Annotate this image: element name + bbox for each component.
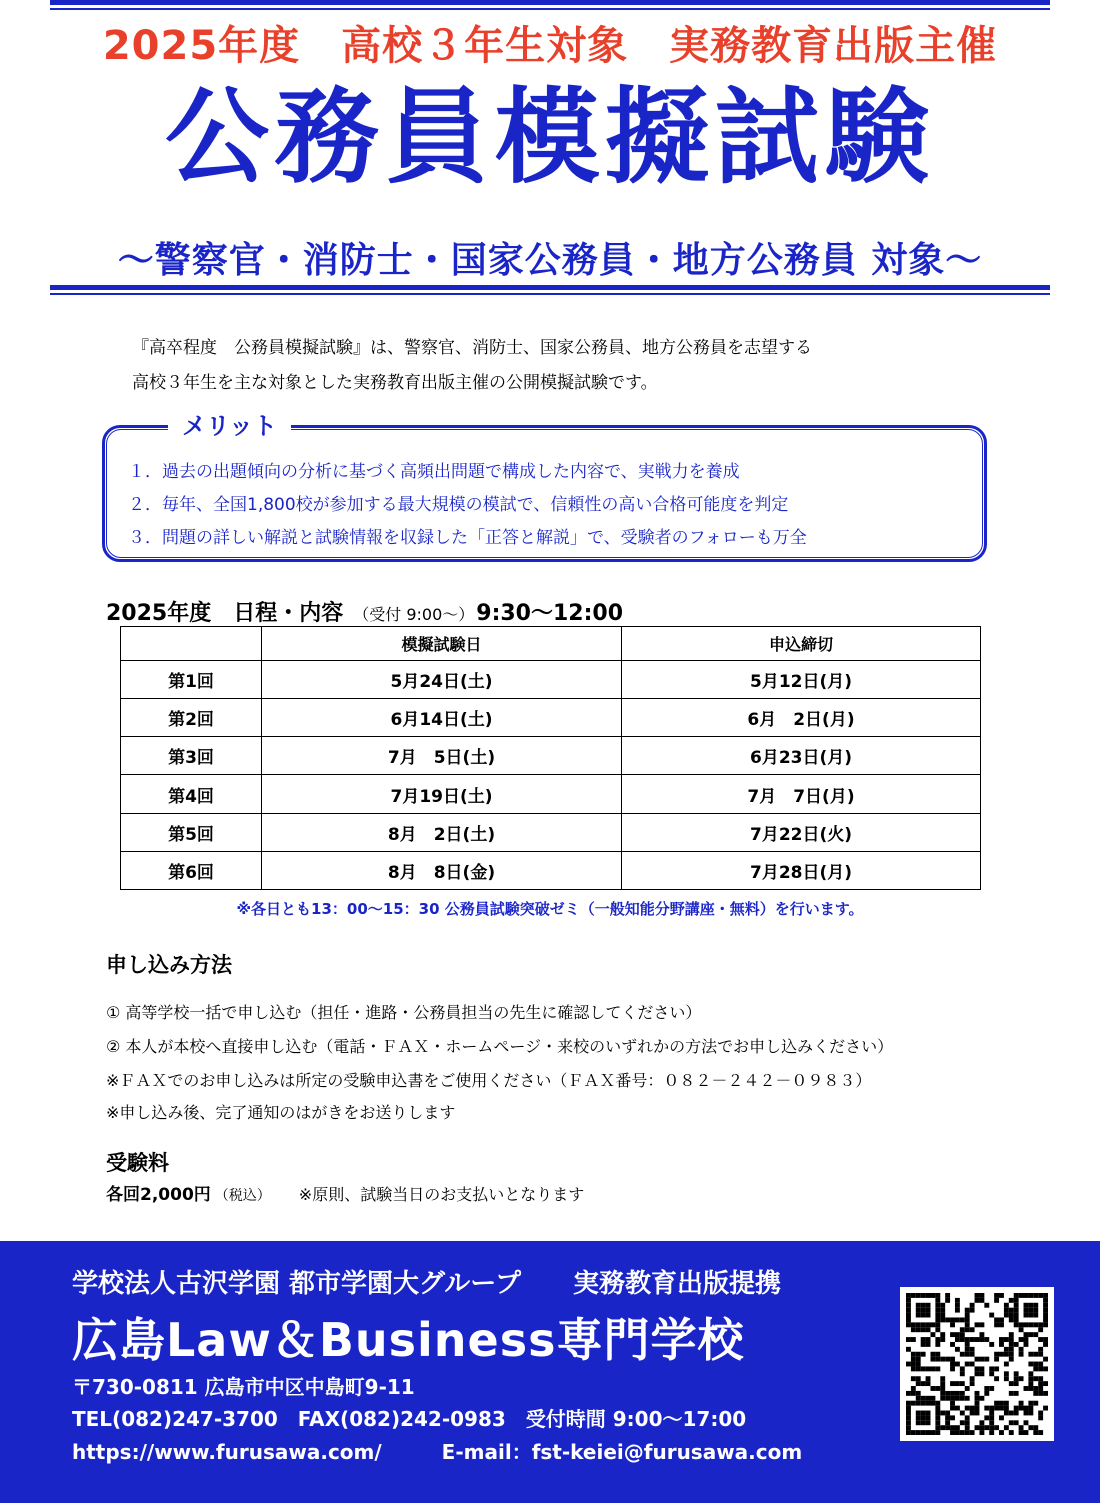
- deadline-cell: 6月 2日(月): [622, 699, 981, 737]
- fee-tax: （税込）: [214, 1188, 271, 1204]
- merit-title: メリット: [168, 406, 291, 441]
- subtitle: ～警察官・消防士・国家公務員・地方公務員 対象～: [117, 240, 983, 281]
- table-row: [121, 851, 981, 889]
- intro-line-2: 高校３年生を主な対象とした実務教育出版主催の公開模擬試験です。: [132, 373, 658, 393]
- table-row: [121, 813, 981, 851]
- top-rule-thick: [50, 0, 1050, 5]
- session-cell: 第1回: [121, 661, 262, 699]
- header-rule-thin: [50, 293, 1050, 295]
- fee-note: ※原則、試験当日のお支払いとなります: [298, 1185, 585, 1204]
- header-rule-thick: [50, 285, 1050, 290]
- deadline-cell: 6月23日(月): [622, 737, 981, 775]
- application-heading: 申し込み方法: [106, 953, 232, 977]
- main-title: 公務員模擬試験: [164, 76, 935, 198]
- footer-web-links[interactable]: https://www.furusawa.com/ E-mail：fst-keiei@furusawa.com: [72, 1440, 803, 1464]
- merit-item: １．過去の出題傾向の分析に基づく高頻出問題で構成した内容で、実戦力を養成: [128, 462, 740, 482]
- exam-date-cell: 5月24日(土): [262, 661, 622, 699]
- application-line: ① 高等学校一括で申し込む（担任・進路・公務員担当の先生に確認してください）: [106, 1003, 702, 1022]
- session-cell: 第4回: [121, 775, 262, 813]
- exam-date-cell: 7月19日(土): [262, 775, 622, 813]
- table-header-cell: 模擬試験日: [262, 627, 622, 661]
- session-cell: 第2回: [121, 699, 262, 737]
- application-line: ※ＦＡＸでのお申し込みは所定の受験申込書をご使用ください（ＦＡＸ番号：０８２－２４２－０９８３）: [106, 1071, 872, 1090]
- header-top-line: 2025年度 高校３年生対象 実務教育出版主催: [102, 23, 998, 69]
- qr-code-graphic: [900, 1287, 1054, 1441]
- deadline-cell: 7月 7日(月): [622, 775, 981, 813]
- table-row: [121, 737, 981, 775]
- schedule-note: ※各日とも13：00～15：30 公務員試験突破ゼミ（一般知能分野講座・無料）を行います。: [236, 900, 864, 918]
- exam-date-cell: 7月 5日(土): [262, 737, 622, 775]
- footer-school-name: 広島Law＆Business専門学校: [72, 1313, 745, 1367]
- schedule-title-text: 2025年度 日程・内容: [106, 601, 344, 626]
- footer-contact: TEL(082)247-3700 FAX(082)242-0983 受付時間 9:00～17:00: [72, 1407, 747, 1431]
- table-row: [121, 661, 981, 699]
- session-cell: 第3回: [121, 737, 262, 775]
- deadline-cell: 5月12日(月): [622, 661, 981, 699]
- fee-amount: 各回2,000円: [106, 1185, 211, 1205]
- table-header-row: [121, 627, 981, 661]
- schedule-title: [106, 596, 623, 627]
- merit-item: ２．毎年、全国1,800校が参加する最大規模の模試で、信頼性の高い合格可能度を判定: [128, 495, 789, 515]
- fee-heading: 受験料: [106, 1151, 169, 1175]
- footer: [0, 1241, 1100, 1503]
- deadline-cell: 7月22日(火): [622, 813, 981, 851]
- intro-line-1: 『高卒程度 公務員模擬試験』は、警察官、消防士、国家公務員、地方公務員を志望する: [132, 338, 812, 358]
- footer-address: 〒730-0811 広島市中区中島町9-11: [72, 1375, 415, 1399]
- fee-line: [106, 1180, 584, 1205]
- table-header-cell: [121, 627, 262, 661]
- table-row: [121, 775, 981, 813]
- qr-code-icon[interactable]: [900, 1287, 1054, 1441]
- session-cell: 第5回: [121, 813, 262, 851]
- schedule-time: 9:30～12:00: [476, 601, 624, 626]
- schedule-table: [120, 626, 981, 890]
- footer-group: 学校法人古沢学園 都市学園大グループ 実務教育出版提携: [72, 1269, 781, 1299]
- schedule-reception: （受付 9:00～）: [353, 605, 475, 624]
- top-rule-thin: [50, 8, 1050, 10]
- merit-item: ３．問題の詳しい解説と試験情報を収録した「正答と解説」で、受験者のフォローも万全: [128, 528, 807, 548]
- exam-date-cell: 8月 8日(金): [262, 851, 622, 889]
- application-line: ※申し込み後、完了通知のはがきをお送りします: [106, 1103, 456, 1122]
- table-row: [121, 699, 981, 737]
- table-header-cell: 申込締切: [622, 627, 981, 661]
- application-line: ② 本人が本校へ直接申し込む（電話・ＦＡＸ・ホームページ・来校のいずれかの方法でお申し込みください）: [106, 1037, 894, 1056]
- exam-date-cell: 6月14日(土): [262, 699, 622, 737]
- deadline-cell: 7月28日(月): [622, 851, 981, 889]
- session-cell: 第6回: [121, 851, 262, 889]
- exam-date-cell: 8月 2日(土): [262, 813, 622, 851]
